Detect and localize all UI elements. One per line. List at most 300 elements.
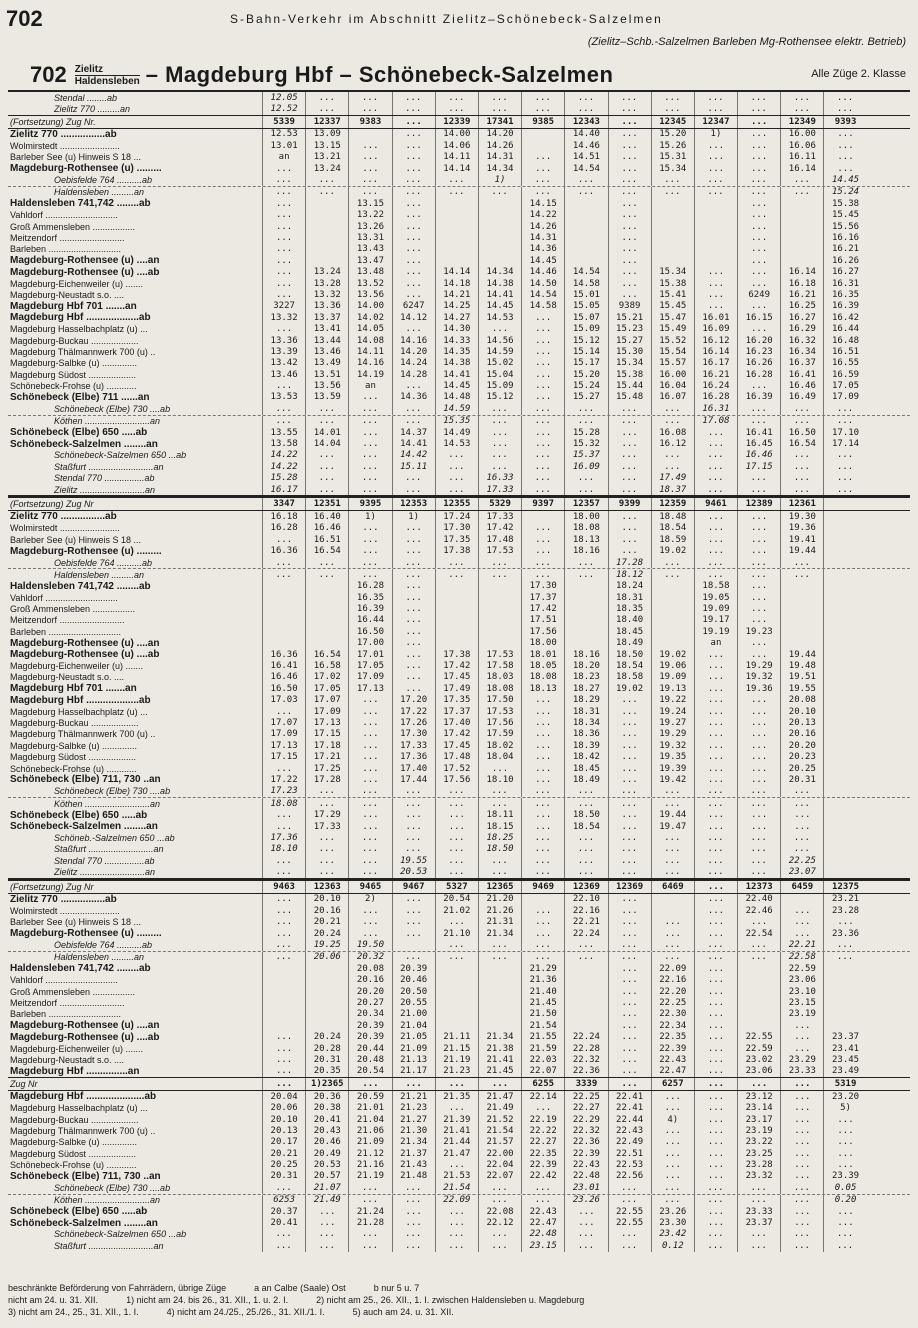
- time-cell: 16.14: [694, 346, 737, 357]
- time-cell: [823, 751, 866, 762]
- time-cell: ...: [780, 557, 823, 568]
- station-name: Schönebeck-Salzelmen ........an: [10, 821, 158, 833]
- time-cell: 15.07: [564, 312, 607, 323]
- time-cell: ...: [392, 416, 435, 427]
- time-cell: 17.13: [262, 740, 305, 751]
- station-row: [8, 1171, 910, 1182]
- station-row: [8, 952, 910, 963]
- time-cell: 15.44: [608, 380, 651, 391]
- time-cell: ...: [737, 740, 780, 751]
- time-cell: ...: [651, 1091, 694, 1102]
- time-cell: ...: [694, 1148, 737, 1159]
- time-cell: 16.01: [694, 312, 737, 323]
- time-cell: ...: [348, 1182, 391, 1193]
- time-cell: 16.54: [305, 545, 348, 556]
- time-cell: 21.45: [521, 997, 564, 1008]
- time-cell: 22.39: [564, 1148, 607, 1159]
- time-cell: [305, 975, 348, 986]
- station-name: Magdeburg Hasselbachplatz (u) ...: [10, 324, 148, 335]
- time-cell: ...: [392, 683, 435, 694]
- time-cell: 15.45: [823, 210, 866, 221]
- time-cell: 17.33: [305, 821, 348, 832]
- time-cell: [521, 129, 564, 140]
- time-cell: ...: [694, 740, 737, 751]
- time-cell: ...: [823, 1217, 866, 1228]
- time-cell: ...: [348, 174, 391, 185]
- station-row: [8, 1125, 910, 1136]
- time-cell: 18.10: [478, 774, 521, 785]
- time-cell: ...: [694, 786, 737, 797]
- station-name: Schönebeck (Elbe) 650 .....ab: [10, 427, 148, 439]
- time-cell: 17.05: [305, 683, 348, 694]
- time-cell: ...: [348, 695, 391, 706]
- station-row: [8, 1182, 910, 1194]
- time-cell: 22.09: [435, 1195, 478, 1206]
- time-cell: 21.41: [478, 1054, 521, 1065]
- station-name: Wolmirstedt ........................: [10, 905, 120, 916]
- station-name: Schönebeck (Elbe) 730 ....ab: [54, 1182, 171, 1193]
- time-cell: 21.11: [435, 1031, 478, 1042]
- time-cell: ...: [780, 1195, 823, 1206]
- station-name: Zielitz ..........................an: [54, 867, 156, 878]
- time-cell: 21.35: [435, 1091, 478, 1102]
- time-cell: ...: [608, 751, 651, 762]
- train-number-cell: 5327: [435, 881, 478, 893]
- time-cell: ...: [694, 473, 737, 484]
- time-cell: [780, 255, 823, 266]
- time-cell: ...: [737, 232, 780, 243]
- time-cell: ...: [521, 369, 564, 380]
- time-cell: ...: [608, 939, 651, 950]
- time-cell: 19.51: [780, 672, 823, 683]
- time-cell: 14.18: [435, 278, 478, 289]
- time-cell: ...: [780, 1102, 823, 1113]
- time-cell: 20.16: [780, 729, 823, 740]
- time-cell: 20.37: [262, 1206, 305, 1217]
- time-cell: 17.59: [478, 729, 521, 740]
- time-cell: ...: [262, 255, 305, 266]
- time-cell: ...: [521, 717, 564, 728]
- time-cell: 16.23: [737, 346, 780, 357]
- time-cell: 21.12: [348, 1148, 391, 1159]
- time-cell: [305, 603, 348, 614]
- time-cell: 15.45: [651, 301, 694, 312]
- time-cell: 13.53: [262, 392, 305, 403]
- station-row: [8, 198, 910, 209]
- time-cell: [823, 763, 866, 774]
- time-cell: 16.59: [823, 369, 866, 380]
- station-name: Magdeburg-Rothensee (u) ....an: [10, 637, 160, 649]
- train-number-cell: 12343: [564, 116, 607, 128]
- station-row: [8, 266, 910, 277]
- time-cell: ...: [780, 832, 823, 843]
- time-cell: ...: [262, 928, 305, 939]
- electrification-note: (Zielitz–Schb.-Salzelmen Barleben Mg-Rothensee elektr. Betrieb): [587, 36, 906, 48]
- time-cell: [564, 638, 607, 649]
- time-cell: 17.53: [478, 649, 521, 660]
- time-cell: 14.45: [521, 255, 564, 266]
- time-cell: ...: [823, 1148, 866, 1159]
- time-cell: ...: [823, 450, 866, 461]
- time-cell: ...: [737, 821, 780, 832]
- time-cell: ...: [521, 928, 564, 939]
- time-cell: ...: [521, 1102, 564, 1113]
- time-cell: ...: [694, 855, 737, 866]
- time-cell: [737, 986, 780, 997]
- time-cell: ...: [694, 1054, 737, 1065]
- time-cell: 19.06: [651, 660, 694, 671]
- time-cell: ...: [694, 706, 737, 717]
- time-cell: ...: [521, 523, 564, 534]
- train-number-cell: ...: [392, 116, 435, 128]
- time-cell: ...: [737, 866, 780, 877]
- time-cell: ...: [823, 484, 866, 495]
- time-cell: 22.42: [521, 1171, 564, 1182]
- time-cell: ...: [348, 473, 391, 484]
- train-number-cell: 5329: [478, 498, 521, 510]
- time-cell: 22.32: [564, 1054, 607, 1065]
- train-number-cell: 6257: [651, 1078, 694, 1090]
- station-name: Magdeburg Hbf 701 .......an: [10, 300, 137, 312]
- time-cell: 13.31: [348, 232, 391, 243]
- time-cell: 18.45: [564, 763, 607, 774]
- time-cell: [823, 866, 866, 877]
- time-cell: 14.00: [348, 301, 391, 312]
- time-cell: 9389: [608, 301, 651, 312]
- time-cell: 23.17: [737, 1114, 780, 1125]
- time-cell: 14.31: [521, 232, 564, 243]
- time-cell: 20.23: [780, 751, 823, 762]
- station-name: Schönebeck (Elbe) 730 ....ab: [54, 403, 171, 414]
- time-cell: 17.01: [348, 649, 391, 660]
- time-cell: 14.04: [305, 438, 348, 449]
- time-cell: 20.46: [392, 975, 435, 986]
- time-cell: ...: [737, 92, 780, 103]
- station-row: [8, 615, 910, 626]
- station-name: Barleber See (u) Hinweis S 18 ...: [10, 152, 142, 163]
- time-cell: ...: [608, 952, 651, 963]
- time-cell: 21.24: [348, 1206, 391, 1217]
- time-cell: [780, 603, 823, 614]
- time-cell: ...: [521, 751, 564, 762]
- time-cell: 16.26: [737, 358, 780, 369]
- time-cell: ...: [694, 1195, 737, 1206]
- time-cell: ...: [780, 187, 823, 198]
- time-cell: 13.36: [262, 335, 305, 346]
- station-name: Magdeburg-Buckau ...................: [10, 1114, 139, 1125]
- station-name: Staßfurt ..........................an: [54, 844, 164, 855]
- time-cell: 16.15: [737, 312, 780, 323]
- time-cell: ...: [392, 92, 435, 103]
- time-cell: 22.22: [521, 1125, 564, 1136]
- time-cell: [478, 997, 521, 1008]
- time-cell: ...: [521, 866, 564, 877]
- time-cell: ...: [262, 855, 305, 866]
- time-cell: 16.11: [780, 152, 823, 163]
- time-cell: ...: [521, 346, 564, 357]
- time-cell: 16.39: [823, 301, 866, 312]
- time-cell: ...: [737, 592, 780, 603]
- station-name: Magdeburg Hbf 701 .......an: [10, 683, 137, 695]
- station-name: Stendal 770 ................ab: [54, 473, 155, 484]
- time-cell: 17.36: [262, 832, 305, 843]
- time-cell: ...: [608, 798, 651, 809]
- time-cell: ...: [737, 729, 780, 740]
- station-row: [8, 928, 910, 939]
- time-cell: ...: [737, 706, 780, 717]
- time-cell: 19.23: [737, 626, 780, 637]
- time-cell: 22.25: [564, 1091, 607, 1102]
- time-cell: ...: [694, 1125, 737, 1136]
- time-cell: 16.32: [780, 335, 823, 346]
- time-cell: 21.49: [478, 1102, 521, 1113]
- time-cell: ...: [262, 952, 305, 963]
- train-number-cell: 12339: [435, 116, 478, 128]
- time-cell: ...: [564, 855, 607, 866]
- time-cell: ...: [348, 427, 391, 438]
- time-cell: ...: [737, 855, 780, 866]
- time-cell: ...: [521, 844, 564, 855]
- time-cell: ...: [348, 751, 391, 762]
- time-cell: ...: [348, 438, 391, 449]
- station-name: Haldensleben .........an: [54, 187, 145, 198]
- time-cell: ...: [608, 163, 651, 174]
- station-name: Zielitz 770 ................ab: [10, 511, 117, 523]
- time-cell: ...: [435, 1240, 478, 1251]
- time-cell: 18.08: [478, 683, 521, 694]
- time-cell: ...: [348, 416, 391, 427]
- time-cell: ...: [780, 844, 823, 855]
- time-cell: 13.42: [262, 358, 305, 369]
- time-cell: [651, 210, 694, 221]
- station-row: [8, 369, 910, 380]
- time-cell: 15.17: [564, 358, 607, 369]
- time-cell: 23.41: [823, 1043, 866, 1054]
- time-cell: 21.19: [435, 1054, 478, 1065]
- time-cell: ...: [651, 798, 694, 809]
- station-row: [8, 1137, 910, 1148]
- time-cell: ...: [392, 905, 435, 916]
- time-cell: ...: [737, 763, 780, 774]
- time-cell: 21.28: [348, 1217, 391, 1228]
- time-cell: 21.09: [348, 1137, 391, 1148]
- time-cell: 14.11: [348, 346, 391, 357]
- time-cell: ...: [262, 1054, 305, 1065]
- time-cell: ...: [780, 473, 823, 484]
- station-row: [8, 866, 910, 877]
- time-cell: [478, 232, 521, 243]
- time-cell: ...: [348, 403, 391, 414]
- time-cell: ...: [737, 786, 780, 797]
- station-name: Magdeburg Südost ...................: [10, 1148, 137, 1159]
- time-cell: 17.10: [823, 427, 866, 438]
- time-cell: ...: [694, 905, 737, 916]
- time-cell: 17.23: [262, 786, 305, 797]
- time-cell: 22.20: [651, 986, 694, 997]
- time-cell: ...: [478, 1229, 521, 1240]
- station-row: [8, 427, 910, 438]
- time-cell: 13.47: [348, 255, 391, 266]
- time-cell: 22.54: [737, 928, 780, 939]
- time-cell: [435, 603, 478, 614]
- time-cell: 17.36: [392, 751, 435, 762]
- time-cell: 20.21: [262, 1148, 305, 1159]
- time-cell: 21.29: [521, 963, 564, 974]
- station-row: [8, 461, 910, 472]
- time-cell: 21.05: [392, 1031, 435, 1042]
- time-cell: 18.24: [608, 581, 651, 592]
- train-number-cell: 12373: [737, 881, 780, 893]
- time-cell: 23.02: [737, 1054, 780, 1065]
- time-cell: 19.29: [737, 660, 780, 671]
- time-cell: 17.18: [305, 740, 348, 751]
- time-cell: 14.38: [435, 358, 478, 369]
- time-cell: ...: [305, 569, 348, 580]
- time-cell: 17.13: [305, 717, 348, 728]
- time-cell: 21.19: [348, 1171, 391, 1182]
- time-cell: ...: [262, 1240, 305, 1251]
- station-name: Schönebeck (Elbe) 650 .....ab: [10, 1206, 148, 1218]
- time-cell: ...: [694, 1043, 737, 1054]
- time-cell: 17.44: [392, 774, 435, 785]
- time-cell: ...: [521, 450, 564, 461]
- time-cell: ...: [737, 557, 780, 568]
- time-cell: 16.33: [478, 473, 521, 484]
- time-cell: [651, 615, 694, 626]
- time-cell: 15.14: [564, 346, 607, 357]
- time-cell: 15.32: [564, 438, 607, 449]
- time-cell: ...: [262, 244, 305, 255]
- time-cell: ...: [608, 963, 651, 974]
- time-cell: ...: [478, 92, 521, 103]
- time-cell: [823, 683, 866, 694]
- time-cell: ...: [262, 866, 305, 877]
- train-number-cell: 12345: [651, 116, 694, 128]
- time-cell: ...: [737, 266, 780, 277]
- time-cell: [651, 255, 694, 266]
- time-cell: ...: [694, 450, 737, 461]
- train-number-cell: 12369: [564, 881, 607, 893]
- time-cell: 23.14: [737, 1102, 780, 1113]
- time-cell: [435, 997, 478, 1008]
- footnote-text: 5) auch am 24. u. 31. XII.: [352, 1307, 454, 1317]
- time-cell: ...: [392, 638, 435, 649]
- train-number-cell: 9465: [348, 881, 391, 893]
- train-number-cell: 9393: [823, 116, 866, 128]
- time-cell: 14.05: [348, 323, 391, 334]
- time-cell: 17.03: [262, 695, 305, 706]
- train-number-cell: [823, 498, 866, 510]
- time-cell: [780, 592, 823, 603]
- time-cell: 16.36: [262, 545, 305, 556]
- time-cell: ...: [435, 1159, 478, 1170]
- time-cell: ...: [694, 569, 737, 580]
- time-cell: ...: [780, 809, 823, 820]
- time-cell: 19.55: [780, 683, 823, 694]
- time-cell: 18.58: [694, 581, 737, 592]
- time-cell: ...: [780, 798, 823, 809]
- time-cell: 19.09: [694, 603, 737, 614]
- time-cell: ...: [694, 939, 737, 950]
- time-cell: 18.16: [564, 649, 607, 660]
- time-cell: ...: [564, 939, 607, 950]
- station-name: Barleben .............................: [10, 626, 122, 637]
- time-cell: 16.44: [823, 323, 866, 334]
- time-cell: 14.41: [478, 289, 521, 300]
- time-cell: ...: [823, 416, 866, 427]
- time-cell: [564, 626, 607, 637]
- time-cell: ...: [521, 380, 564, 391]
- time-cell: ...: [737, 484, 780, 495]
- time-cell: 13.22: [348, 210, 391, 221]
- time-cell: 17.28: [608, 557, 651, 568]
- time-cell: 15.34: [651, 266, 694, 277]
- time-cell: 14.25: [435, 301, 478, 312]
- time-cell: [651, 244, 694, 255]
- time-cell: ...: [564, 786, 607, 797]
- time-cell: ...: [608, 866, 651, 877]
- time-cell: 14.58: [564, 278, 607, 289]
- time-cell: ...: [262, 763, 305, 774]
- time-cell: 21.21: [392, 1091, 435, 1102]
- time-cell: 22.36: [564, 1066, 607, 1077]
- time-cell: ...: [823, 952, 866, 963]
- train-number-row: [8, 115, 910, 129]
- time-cell: 17.20: [392, 695, 435, 706]
- time-cell: ...: [564, 187, 607, 198]
- time-cell: ...: [737, 917, 780, 928]
- time-cell: 16.31: [694, 403, 737, 414]
- time-cell: [823, 569, 866, 580]
- train-number-cell: 9395: [348, 498, 391, 510]
- time-cell: 16.17: [694, 358, 737, 369]
- time-cell: 20.25: [780, 763, 823, 774]
- time-cell: 0.12: [651, 1240, 694, 1251]
- time-cell: 14.16: [392, 335, 435, 346]
- time-cell: 14.20: [392, 346, 435, 357]
- station-row: [8, 323, 910, 334]
- time-cell: ...: [262, 557, 305, 568]
- time-cell: ...: [435, 917, 478, 928]
- time-cell: ...: [780, 1020, 823, 1031]
- time-cell: 22.39: [521, 1159, 564, 1170]
- time-cell: [823, 740, 866, 751]
- time-cell: 13.41: [305, 323, 348, 334]
- time-cell: [478, 963, 521, 974]
- time-cell: ...: [564, 473, 607, 484]
- time-cell: 14.53: [435, 438, 478, 449]
- time-cell: [478, 244, 521, 255]
- time-cell: 14.22: [262, 450, 305, 461]
- time-cell: 23.06: [780, 975, 823, 986]
- station-name: Magdeburg-Rothensee (u) .........: [10, 163, 162, 175]
- time-cell: ...: [608, 1031, 651, 1042]
- time-cell: 13.44: [305, 335, 348, 346]
- time-cell: ...: [392, 672, 435, 683]
- station-name: Meitzendorf ..........................: [10, 232, 125, 243]
- station-name: Groß Ammensleben .................: [10, 986, 136, 997]
- time-cell: 18.11: [478, 809, 521, 820]
- time-cell: 20.34: [348, 1009, 391, 1020]
- time-cell: [521, 140, 564, 151]
- footnote-text: 3) nicht am 24., 25., 31. XII., 1. I.: [8, 1307, 139, 1317]
- footnote-line: [8, 1306, 910, 1318]
- time-cell: 23.37: [737, 1217, 780, 1228]
- time-cell: [823, 1020, 866, 1031]
- time-cell: 23.36: [823, 928, 866, 939]
- time-cell: 17.40: [435, 717, 478, 728]
- time-cell: ...: [651, 1195, 694, 1206]
